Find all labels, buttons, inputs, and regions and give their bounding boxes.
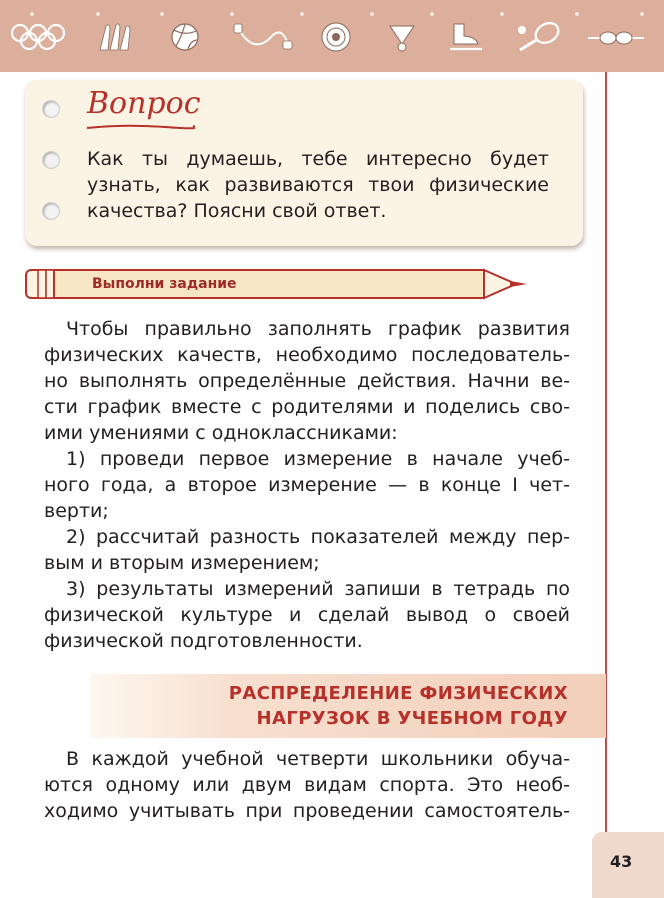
text-line: физической подготовленности. bbox=[44, 630, 363, 652]
volleyball-icon bbox=[168, 22, 202, 52]
section-title-line: НАГРУЗОК В УЧЕБНОМ ГОДУ bbox=[256, 708, 568, 729]
header-dot bbox=[230, 12, 234, 16]
header-dot bbox=[160, 12, 164, 16]
text-line: физических качеств, необходимо последователь- bbox=[44, 344, 570, 366]
ice-skate-icon bbox=[446, 22, 486, 52]
text-line: физической культуре и сделай вывод о своей bbox=[44, 604, 570, 626]
text-line: но выполнять определённые действия. Начни ве- bbox=[44, 370, 570, 392]
text-line: ими умениями с одноклассниками: bbox=[44, 422, 398, 444]
target-icon bbox=[314, 22, 358, 52]
binder-hole bbox=[42, 151, 60, 169]
intro-paragraph bbox=[44, 316, 570, 446]
binder-hole bbox=[42, 100, 60, 118]
text-line: ются одному или двум видам спорта. Это необ- bbox=[44, 774, 570, 796]
goggles-icon bbox=[586, 22, 646, 52]
section-title bbox=[90, 681, 568, 731]
header-strip bbox=[0, 0, 664, 72]
header-dot bbox=[430, 12, 434, 16]
header-dot bbox=[500, 12, 504, 16]
text-line: 2) рассчитай разность показателей между пер- bbox=[66, 526, 570, 548]
step-2-paragraph bbox=[44, 524, 570, 576]
text-line: 1) проведи первое измерение в начале учеб- bbox=[66, 448, 570, 470]
header-dot bbox=[300, 12, 304, 16]
header-dot bbox=[370, 12, 374, 16]
jump-rope-icon bbox=[232, 22, 294, 52]
tennis-racket-icon bbox=[514, 22, 562, 52]
header-dot bbox=[640, 12, 644, 16]
question-text: Как ты думаешь, тебе интересно будет узнать, как развиваются твои физические качества? Поясни свой ответ. bbox=[87, 148, 549, 222]
text-line: 3) результаты измерений запиши в тетрадь по bbox=[66, 578, 570, 600]
text-line: В каждой учебной четверти школьники обуча- bbox=[66, 748, 570, 770]
olympic-rings-icon bbox=[10, 22, 66, 52]
header-dot bbox=[96, 12, 100, 16]
text-line: Чтобы правильно заполнять график развития bbox=[66, 318, 570, 340]
text-line: верти; bbox=[44, 500, 109, 522]
step-1-paragraph bbox=[44, 446, 570, 524]
header-dot bbox=[575, 12, 579, 16]
section-title-line: РАСПРЕДЕЛЕНИЕ ФИЗИЧЕСКИХ bbox=[228, 683, 568, 704]
text-line: вым и вторым измерением; bbox=[44, 552, 320, 574]
step-3-paragraph bbox=[44, 576, 570, 654]
closing-paragraph bbox=[44, 746, 570, 824]
bowling-pins-icon bbox=[96, 22, 138, 52]
text-line: ходимо учитывать при проведении самостоятель- bbox=[44, 800, 570, 822]
task-banner-label: Выполни задание bbox=[92, 276, 237, 292]
text-line: ного года, а второе измерение — в конце I чет- bbox=[44, 474, 570, 496]
header-dot bbox=[30, 12, 34, 16]
margin-line bbox=[605, 72, 607, 898]
question-box bbox=[25, 80, 583, 246]
page-number: 43 bbox=[610, 852, 633, 871]
binder-hole bbox=[42, 202, 60, 220]
shuttlecock-icon bbox=[384, 22, 420, 52]
question-title-underline bbox=[85, 123, 195, 131]
text-line: сти график вместе с родителями и поделись сво- bbox=[44, 396, 570, 418]
question-title: Вопрос bbox=[87, 86, 201, 121]
